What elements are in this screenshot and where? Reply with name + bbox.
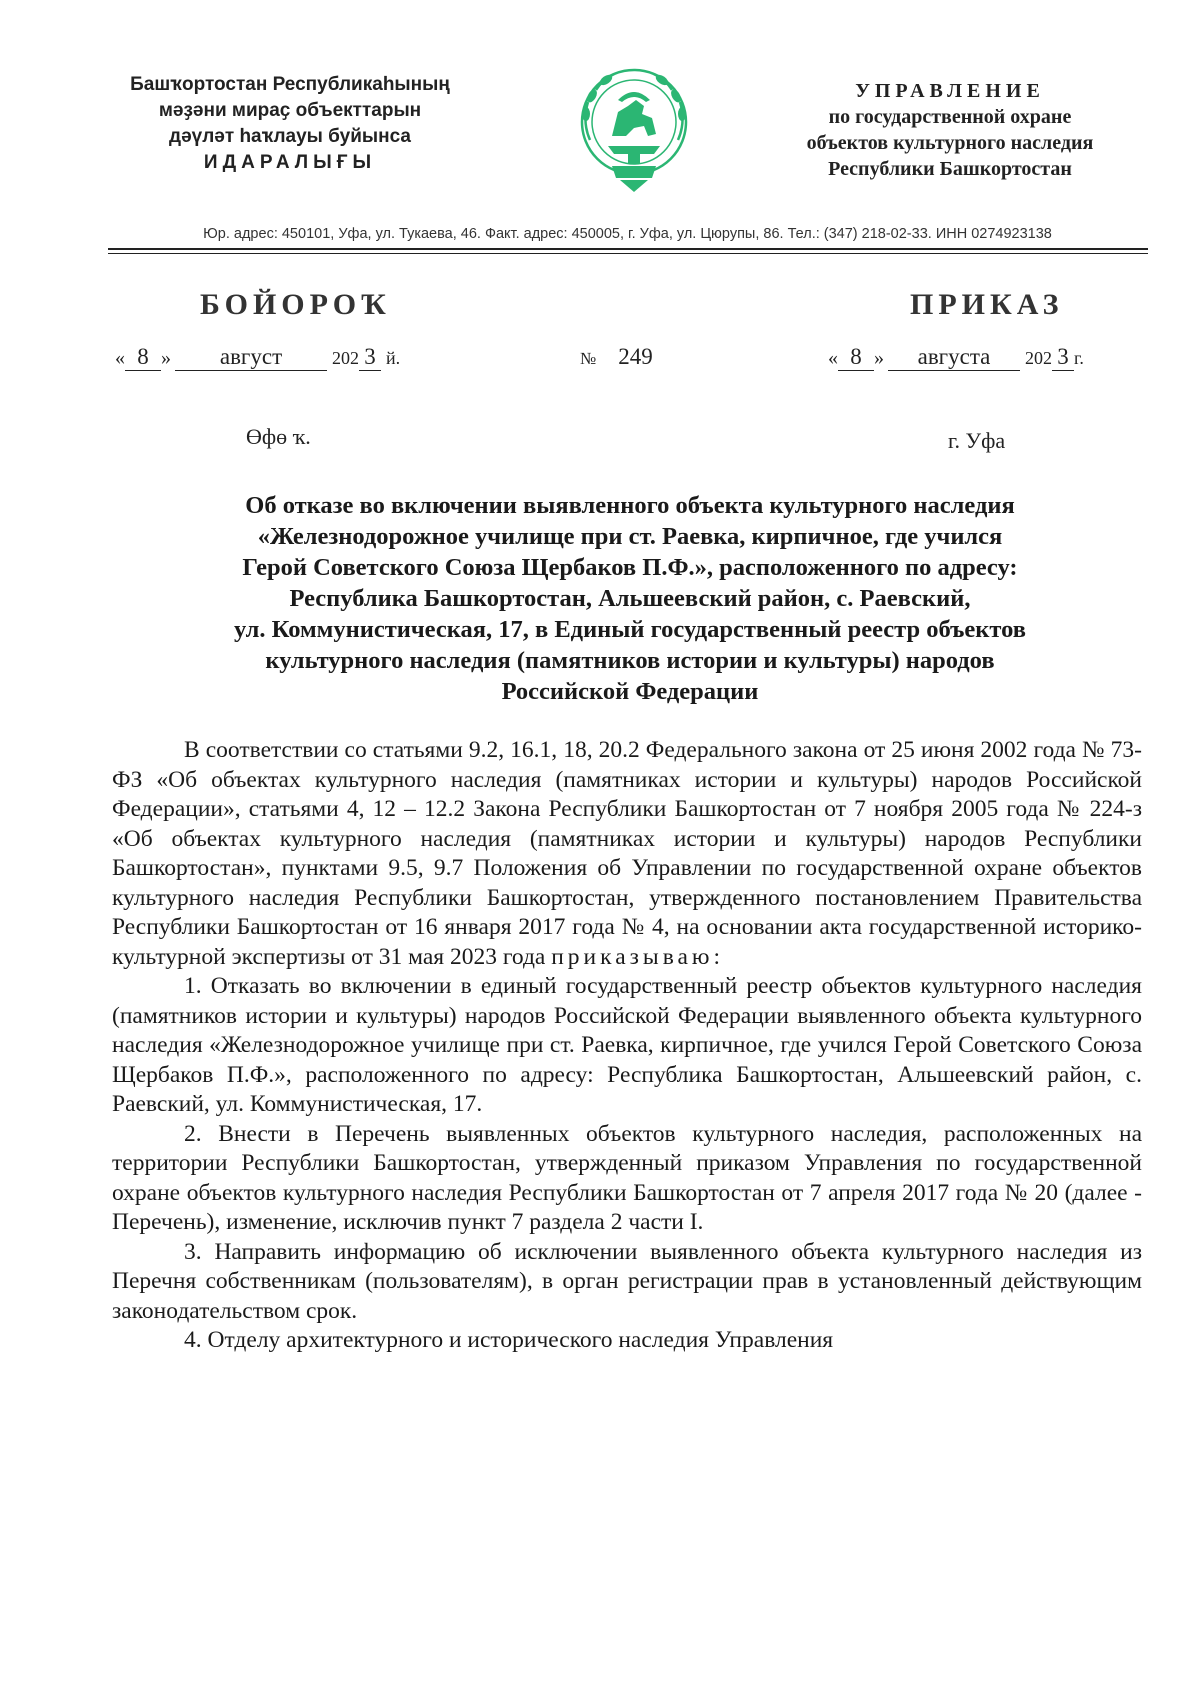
header-russian-line-1: УПРАВЛЕНИЕ <box>855 80 1045 102</box>
number-value: 249 <box>618 344 653 369</box>
header-bashkir-line-2: мәҙәни мираҫ объекттарын <box>158 100 422 121</box>
city-bashkir: Өфө ҡ. <box>246 424 311 449</box>
order-item-1: 1. Отказать во включении в единый государственный реестр объектов культурного наследия (памятников истории и культуры) народов Российской Федерации выявленного объекта культурного наследия «Железнодорожное училище при ст. Раевка, кирпичное, где учился Герой Советского Союза Щербаков П.Ф.», расположенного по адресу: Республика Башкортостан, Альшеевский район, с. Раевский, ул. Коммунистическая, 17. <box>112 973 1142 1117</box>
date-open-quote: « <box>828 347 838 369</box>
header-russian-line-4: Республики Башкортостан <box>828 158 1072 180</box>
intro-paragraph <box>112 736 1142 972</box>
date-day: 8 <box>838 344 874 371</box>
intro-text: В соответствии со статьями 9.2, 16.1, 18, 20.2 Федерального закона от 25 июня 2002 года № 73-ФЗ «Об объектах культурного наследия (памятниках истории и культуры) народов Российской Федерации», статьями 4, 12 – 12.2 Закона Республики Башкортостан от 7 ноября 2005 года № 224-з «Об объектах культурного наследия (памятниках истории и культуры) народов Республики Башкортостан», пунктами 9.5, 9.7 Положения об Управлении по государственной охране объектов культурного наследия Республики Башкортостан, утвержденного постановлением Правительства Республики Башкортостан от 16 января 2017 года № 4, на основании акта государственной историко-культурной экспертизы от 31 мая 2023 года <box>112 737 1142 970</box>
heading-line: «Железнодорожное училище при ст. Раевка, кирпичное, где учился <box>257 523 1003 550</box>
number-sign: № <box>580 349 597 368</box>
heading-line: Герой Советского Союза Щербаков П.Ф.», расположенного по адресу: <box>242 554 1018 581</box>
order-heading <box>110 490 1150 707</box>
order-number <box>580 344 653 370</box>
doc-type-russian: ПРИКАЗ <box>910 288 1064 321</box>
order-body <box>112 736 1142 1356</box>
date-close-quote: » <box>161 347 171 369</box>
header-divider-thin <box>108 253 1148 254</box>
date-suffix: г. <box>1074 348 1084 368</box>
heading-line: ул. Коммунистическая, 17, в Единый государственный реестр объектов <box>234 616 1026 643</box>
header-bashkir-block <box>110 72 470 176</box>
date-close-quote: » <box>874 347 884 369</box>
header-bashkir-line-3: дәүләт һаҡлауы буйынса <box>169 126 411 147</box>
order-item-3: 3. Направить информацию об исключении выявленного объекта культурного наследия из Перечня собственникам (пользователям), в орган регистрации прав в установленный действующим законодательством срок. <box>112 1238 1142 1324</box>
heading-line: культурного наследия (памятников истории и культуры) народов <box>265 647 995 674</box>
date-open-quote: « <box>115 347 125 369</box>
header-divider <box>108 248 1148 250</box>
coat-of-arms-emblem-icon <box>572 62 696 196</box>
city-russian: г. Уфа <box>948 428 1006 453</box>
header-bashkir-line-1: Башҡортостан Республикаһының <box>130 74 450 95</box>
heading-line: Республика Башкортостан, Альшеевский район, с. Раевский, <box>289 585 971 612</box>
header-russian-line-2: по государственной охране <box>828 106 1072 128</box>
heading-line: Об отказе во включении выявленного объекта культурного наследия <box>245 492 1015 519</box>
date-day: 8 <box>125 344 161 371</box>
date-year-digit: 3 <box>1052 344 1074 371</box>
header-russian-block <box>785 78 1115 182</box>
header-russian-line-3: объектов культурного наследия <box>806 132 1094 154</box>
date-year-prefix: 202 <box>332 348 359 368</box>
date-suffix: й. <box>386 348 401 368</box>
organization-address: Юр. адрес: 450101, Уфа, ул. Тукаева, 46. Факт. адрес: 450005, г. Уфа, ул. Цюрупы, 86. Тел.: (347) 218-02-33. ИНН 0274923138 <box>203 226 1052 242</box>
header-bashkir-line-4: ИДАРАЛЫҒЫ <box>203 152 377 173</box>
heading-line: Российской Федерации <box>501 678 759 705</box>
date-russian <box>828 344 1084 371</box>
order-item-4: 4. Отделу архитектурного и исторического наследия Управления <box>184 1327 834 1353</box>
doc-type-bashkir: БОЙОРОҠ <box>200 288 391 321</box>
order-word: приказываю: <box>551 943 725 970</box>
order-item-2: 2. Внести в Перечень выявленных объектов культурного наследия, расположенных на территории Республики Башкортостан, утвержденный приказом Управления по государственной охране объектов культурного наследия Республики Башкортостан от 7 апреля 2017 года № 20 (далее - Перечень), изменение, исключив пункт 7 раздела 2 части I. <box>112 1120 1142 1235</box>
date-bashkir <box>115 344 400 371</box>
date-year-prefix: 202 <box>1025 348 1052 368</box>
date-year-digit: 3 <box>359 344 381 371</box>
date-month: августа <box>888 344 1020 371</box>
date-month: август <box>175 344 327 371</box>
